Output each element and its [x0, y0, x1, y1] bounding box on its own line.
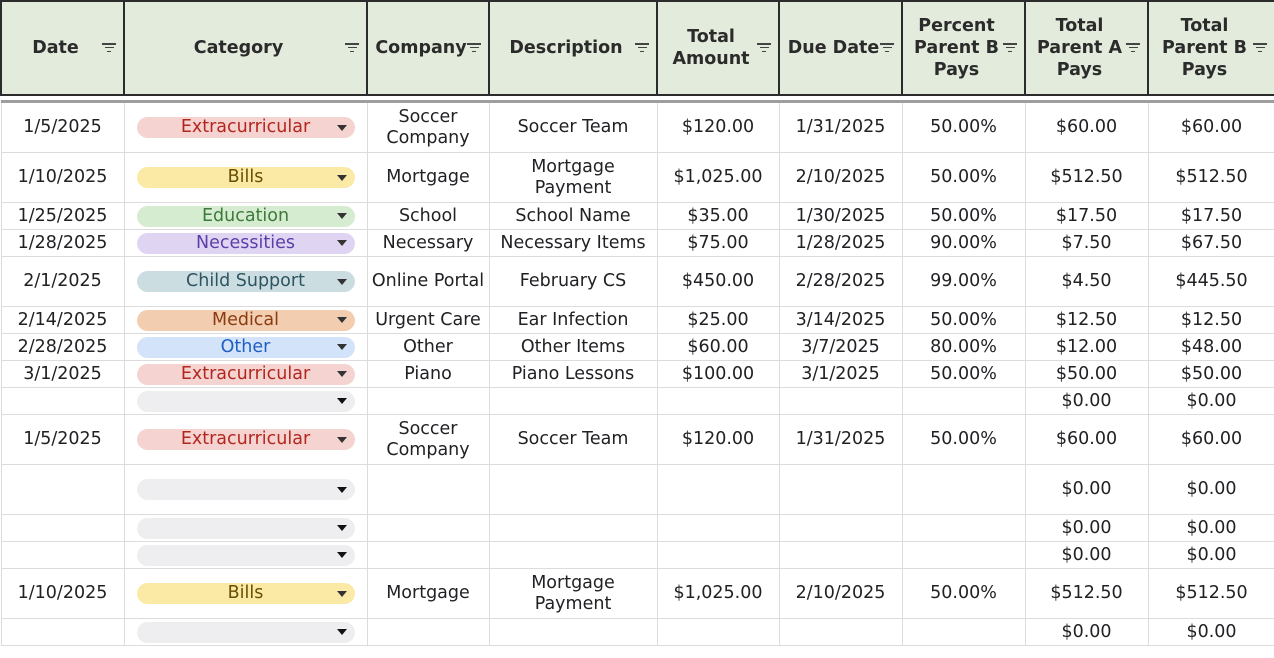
parent-a-cell[interactable]: $0.00 [1025, 388, 1148, 415]
header-label: Percent Parent B Pays [914, 16, 999, 80]
percent-cell[interactable]: 99.00% [902, 257, 1025, 307]
category-dropdown[interactable] [137, 310, 355, 331]
category-dropdown[interactable] [137, 364, 355, 385]
table-row [1, 542, 1274, 569]
category-cell[interactable] [124, 307, 367, 334]
date-cell[interactable] [1, 619, 124, 646]
parent-b-cell[interactable]: $512.50 [1148, 153, 1274, 203]
filter-icon[interactable] [757, 43, 771, 53]
filter-icon[interactable] [1253, 43, 1267, 53]
category-dropdown[interactable] [137, 622, 355, 643]
description-cell[interactable]: Other Items [489, 334, 657, 361]
total-amount-cell[interactable]: $1,025.00 [657, 153, 779, 203]
parent-b-cell[interactable]: $512.50 [1148, 569, 1274, 619]
date-cell[interactable]: 1/5/2025 [1, 102, 124, 153]
category-cell[interactable] [124, 153, 367, 203]
parent-a-cell[interactable]: $7.50 [1025, 230, 1148, 257]
parent-a-cell[interactable]: $0.00 [1025, 619, 1148, 646]
category-cell[interactable] [124, 515, 367, 542]
percent-cell[interactable]: 50.00% [902, 361, 1025, 388]
total-amount-cell[interactable] [657, 515, 779, 542]
parent-b-cell[interactable]: $60.00 [1148, 102, 1274, 153]
description-cell[interactable]: Piano Lessons [489, 361, 657, 388]
table-row [1, 515, 1274, 542]
date-cell[interactable]: 1/5/2025 [1, 415, 124, 465]
category-dropdown[interactable] [137, 545, 355, 566]
parent-b-cell[interactable]: $0.00 [1148, 515, 1274, 542]
date-cell[interactable]: 3/1/2025 [1, 361, 124, 388]
description-cell[interactable] [489, 388, 657, 415]
percent-cell[interactable]: 50.00% [902, 203, 1025, 230]
description-cell[interactable]: Soccer Team [489, 415, 657, 465]
category-dropdown[interactable] [137, 479, 355, 500]
filter-icon[interactable] [345, 43, 359, 53]
category-dropdown[interactable] [137, 167, 355, 188]
dropdown-arrow-icon[interactable] [337, 629, 347, 635]
filter-icon[interactable] [467, 43, 481, 53]
category-dropdown[interactable] [137, 429, 355, 450]
header-label: Total Parent B Pays [1162, 16, 1247, 80]
total-amount-cell[interactable] [657, 465, 779, 515]
header-row [1, 1, 1274, 95]
parent-b-cell[interactable]: $0.00 [1148, 542, 1274, 569]
description-cell[interactable] [489, 542, 657, 569]
total-amount-cell[interactable]: $450.00 [657, 257, 779, 307]
dropdown-arrow-icon[interactable] [337, 317, 347, 323]
table-row [1, 230, 1274, 257]
company-cell[interactable] [367, 465, 489, 515]
date-cell[interactable] [1, 465, 124, 515]
category-label: Other [220, 336, 271, 357]
dropdown-arrow-icon[interactable] [337, 125, 347, 131]
category-dropdown[interactable] [137, 518, 355, 539]
dropdown-arrow-icon[interactable] [337, 371, 347, 377]
category-cell[interactable] [124, 203, 367, 230]
parent-a-cell[interactable]: $12.50 [1025, 307, 1148, 334]
total-amount-cell[interactable] [657, 542, 779, 569]
due-date-cell[interactable] [779, 542, 902, 569]
due-date-cell[interactable] [779, 388, 902, 415]
header-percent-parent-b [902, 1, 1025, 95]
category-cell[interactable] [124, 465, 367, 515]
category-cell[interactable] [124, 230, 367, 257]
table-row [1, 465, 1274, 515]
table-row [1, 569, 1274, 619]
description-cell[interactable]: February CS [489, 257, 657, 307]
table-row [1, 257, 1274, 307]
percent-cell[interactable]: 50.00% [902, 102, 1025, 153]
due-date-cell[interactable]: 2/10/2025 [779, 569, 902, 619]
description-cell[interactable]: Mortgage Payment [489, 569, 657, 619]
category-cell[interactable] [124, 361, 367, 388]
dropdown-arrow-icon[interactable] [337, 437, 347, 443]
total-amount-cell[interactable] [657, 388, 779, 415]
parent-a-cell[interactable]: $0.00 [1025, 515, 1148, 542]
company-cell[interactable]: Online Portal [367, 257, 489, 307]
parent-a-cell[interactable]: $0.00 [1025, 542, 1148, 569]
percent-cell[interactable] [902, 542, 1025, 569]
parent-a-cell[interactable]: $512.50 [1025, 153, 1148, 203]
parent-b-cell[interactable]: $12.50 [1148, 307, 1274, 334]
description-cell[interactable] [489, 515, 657, 542]
parent-b-cell[interactable]: $0.00 [1148, 619, 1274, 646]
description-cell[interactable]: Necessary Items [489, 230, 657, 257]
company-cell[interactable]: Mortgage [367, 569, 489, 619]
table-row [1, 415, 1274, 465]
table-row [1, 153, 1274, 203]
header-company [367, 1, 489, 95]
category-dropdown[interactable] [137, 271, 355, 292]
header-label: Company [375, 38, 467, 58]
header-date [1, 1, 124, 95]
percent-cell[interactable]: 50.00% [902, 307, 1025, 334]
due-date-cell[interactable]: 2/10/2025 [779, 153, 902, 203]
description-cell[interactable]: School Name [489, 203, 657, 230]
due-date-cell[interactable]: 3/14/2025 [779, 307, 902, 334]
category-label: Bills [227, 167, 264, 187]
header-category [124, 1, 367, 95]
dropdown-arrow-icon[interactable] [337, 279, 347, 285]
due-date-cell[interactable] [779, 619, 902, 646]
category-cell[interactable] [124, 388, 367, 415]
parent-a-cell[interactable]: $60.00 [1025, 102, 1148, 153]
category-cell[interactable] [124, 542, 367, 569]
filter-icon[interactable] [102, 43, 116, 53]
due-date-cell[interactable]: 1/28/2025 [779, 230, 902, 257]
company-cell[interactable]: Necessary [367, 230, 489, 257]
due-date-cell[interactable]: 1/30/2025 [779, 203, 902, 230]
table-row [1, 334, 1274, 361]
table-row [1, 203, 1274, 230]
total-amount-cell[interactable]: $1,025.00 [657, 569, 779, 619]
category-label: Extracurricular [180, 363, 311, 384]
category-cell[interactable] [124, 334, 367, 361]
parent-a-cell[interactable]: $12.00 [1025, 334, 1148, 361]
header-description [489, 1, 657, 95]
company-cell[interactable] [367, 619, 489, 646]
parent-b-cell[interactable]: $17.50 [1148, 203, 1274, 230]
date-cell[interactable] [1, 542, 124, 569]
total-amount-cell[interactable]: $35.00 [657, 203, 779, 230]
table-row [1, 361, 1274, 388]
percent-cell[interactable]: 50.00% [902, 153, 1025, 203]
company-cell[interactable]: Soccer Company [367, 102, 489, 153]
total-amount-cell[interactable]: $120.00 [657, 415, 779, 465]
dropdown-arrow-icon[interactable] [337, 398, 347, 404]
filter-icon[interactable] [880, 43, 894, 53]
filter-icon[interactable] [1003, 43, 1017, 53]
date-cell[interactable]: 1/28/2025 [1, 230, 124, 257]
header-total-parent-a [1025, 1, 1148, 95]
header-label: Description [509, 38, 623, 58]
company-cell[interactable]: Piano [367, 361, 489, 388]
parent-b-cell[interactable]: $50.00 [1148, 361, 1274, 388]
category-cell[interactable] [124, 569, 367, 619]
due-date-cell[interactable] [779, 515, 902, 542]
parent-b-cell[interactable]: $60.00 [1148, 415, 1274, 465]
category-cell[interactable] [124, 102, 367, 153]
company-cell[interactable]: Other [367, 334, 489, 361]
header-total-amount [657, 1, 779, 95]
category-label: Bills [227, 583, 264, 603]
parent-a-cell[interactable]: $4.50 [1025, 257, 1148, 307]
total-amount-cell[interactable]: $75.00 [657, 230, 779, 257]
due-date-cell[interactable]: 3/7/2025 [779, 334, 902, 361]
category-label: Extracurricular [180, 117, 311, 137]
header-label: Due Date [787, 38, 880, 58]
percent-cell[interactable] [902, 388, 1025, 415]
company-cell[interactable]: Urgent Care [367, 307, 489, 334]
date-cell[interactable]: 1/10/2025 [1, 569, 124, 619]
category-label: Necessities [196, 232, 295, 253]
percent-cell[interactable]: 50.00% [902, 569, 1025, 619]
date-cell[interactable]: 1/25/2025 [1, 203, 124, 230]
company-cell[interactable]: School [367, 203, 489, 230]
dropdown-arrow-icon[interactable] [337, 175, 347, 181]
header-label: Date [32, 38, 79, 58]
table-row [1, 388, 1274, 415]
table-row [1, 307, 1274, 334]
category-dropdown[interactable] [137, 233, 355, 254]
dropdown-arrow-icon[interactable] [337, 240, 347, 246]
category-label: Medical [211, 309, 280, 330]
category-cell[interactable] [124, 619, 367, 646]
company-cell[interactable] [367, 388, 489, 415]
description-cell[interactable] [489, 465, 657, 515]
date-cell[interactable] [1, 515, 124, 542]
category-dropdown[interactable] [137, 391, 355, 412]
due-date-cell[interactable]: 2/28/2025 [779, 257, 902, 307]
description-cell[interactable]: Mortgage Payment [489, 153, 657, 203]
table-row [1, 619, 1274, 646]
dropdown-arrow-icon[interactable] [337, 591, 347, 597]
percent-cell[interactable] [902, 619, 1025, 646]
category-dropdown[interactable] [137, 117, 355, 138]
header-total-parent-b [1148, 1, 1274, 95]
company-cell[interactable]: Mortgage [367, 153, 489, 203]
due-date-cell[interactable]: 1/31/2025 [779, 415, 902, 465]
company-cell[interactable]: Soccer Company [367, 415, 489, 465]
total-amount-cell[interactable]: $25.00 [657, 307, 779, 334]
category-dropdown[interactable] [137, 583, 355, 604]
header-label: Total Amount [672, 27, 750, 69]
dropdown-arrow-icon[interactable] [337, 344, 347, 350]
due-date-cell[interactable] [779, 465, 902, 515]
parent-a-cell[interactable]: $0.00 [1025, 465, 1148, 515]
category-dropdown[interactable] [137, 206, 355, 227]
dropdown-arrow-icon[interactable] [337, 487, 347, 493]
company-cell[interactable] [367, 542, 489, 569]
header-label: Total Parent A Pays [1036, 16, 1123, 80]
percent-cell[interactable]: 50.00% [902, 415, 1025, 465]
company-cell[interactable] [367, 515, 489, 542]
dropdown-arrow-icon[interactable] [337, 552, 347, 558]
parent-a-cell[interactable]: $512.50 [1025, 569, 1148, 619]
header-label: Category [193, 38, 284, 58]
category-label: Education [201, 205, 290, 226]
date-cell[interactable]: 1/10/2025 [1, 153, 124, 203]
category-cell[interactable] [124, 415, 367, 465]
parent-a-cell[interactable]: $17.50 [1025, 203, 1148, 230]
dropdown-arrow-icon[interactable] [337, 213, 347, 219]
due-date-cell[interactable]: 1/31/2025 [779, 102, 902, 153]
category-label: Child Support [186, 271, 305, 291]
filter-icon[interactable] [635, 43, 649, 53]
filter-icon[interactable] [1126, 43, 1140, 53]
dropdown-arrow-icon[interactable] [337, 525, 347, 531]
percent-cell[interactable] [902, 465, 1025, 515]
category-dropdown[interactable] [137, 337, 355, 358]
parent-a-cell[interactable]: $60.00 [1025, 415, 1148, 465]
category-label: Extracurricular [180, 429, 311, 449]
table-row [1, 102, 1274, 153]
table-body [1, 102, 1274, 646]
percent-cell[interactable] [902, 515, 1025, 542]
description-cell[interactable]: Soccer Team [489, 102, 657, 153]
parent-b-cell[interactable]: $0.00 [1148, 388, 1274, 415]
due-date-cell[interactable]: 3/1/2025 [779, 361, 902, 388]
category-cell[interactable] [124, 257, 367, 307]
total-amount-cell[interactable]: $100.00 [657, 361, 779, 388]
parent-b-cell[interactable]: $67.50 [1148, 230, 1274, 257]
date-cell[interactable]: 2/28/2025 [1, 334, 124, 361]
parent-b-cell[interactable]: $0.00 [1148, 465, 1274, 515]
parent-b-cell[interactable]: $48.00 [1148, 334, 1274, 361]
percent-cell[interactable]: 90.00% [902, 230, 1025, 257]
total-amount-cell[interactable] [657, 619, 779, 646]
header-due-date [779, 1, 902, 95]
parent-b-cell[interactable]: $445.50 [1148, 257, 1274, 307]
date-cell[interactable]: 2/14/2025 [1, 307, 124, 334]
percent-cell[interactable]: 80.00% [902, 334, 1025, 361]
date-cell[interactable] [1, 388, 124, 415]
description-cell[interactable] [489, 619, 657, 646]
total-amount-cell[interactable]: $60.00 [657, 334, 779, 361]
date-cell[interactable]: 2/1/2025 [1, 257, 124, 307]
description-cell[interactable]: Ear Infection [489, 307, 657, 334]
total-amount-cell[interactable]: $120.00 [657, 102, 779, 153]
parent-a-cell[interactable]: $50.00 [1025, 361, 1148, 388]
